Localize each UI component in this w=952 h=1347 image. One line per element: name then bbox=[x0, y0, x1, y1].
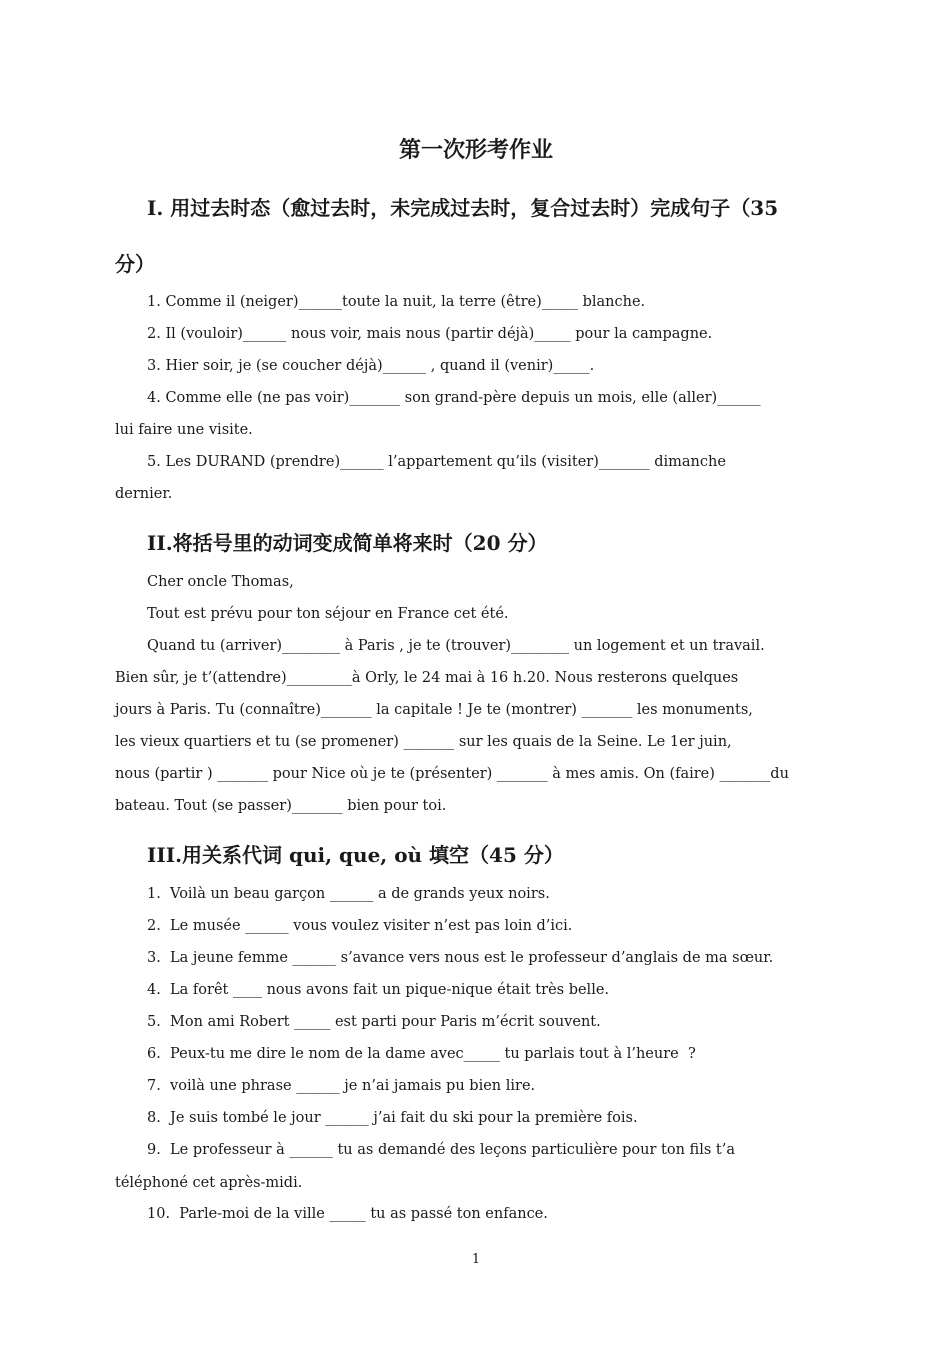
letter-line: Bien sûr, je t’(attendre)_________à Orly, le 24 mai à 16 h.20. Nous resterons quelques bbox=[115, 670, 739, 686]
section1-heading-continued: 分） bbox=[115, 252, 155, 276]
exercise-line: 1. Comme il (neiger)______toute la nuit, la terre (être)_____ blanche. bbox=[147, 294, 646, 310]
exercise-line: 3. Hier soir, je (se coucher déjà)______ , quand il (venir)_____. bbox=[147, 358, 595, 374]
letter-line: jours à Paris. Tu (connaître)_______ la capitale ! Je te (montrer) _______ les monuments, bbox=[115, 702, 753, 718]
exercise-line: lui faire une visite. bbox=[115, 422, 253, 438]
exercise-line: 8. Je suis tombé le jour ______ j’ai fait du ski pour la première fois. bbox=[147, 1110, 638, 1126]
section3-heading: III.用关系代词 qui, que, où 填空（45 分） bbox=[147, 843, 564, 867]
section1-heading: I. 用过去时态（愈过去时，未完成过去时，复合过去时）完成句子（35 bbox=[147, 196, 779, 220]
exercise-line: 1. Voilà un beau garçon ______ a de grands yeux noirs. bbox=[147, 886, 550, 902]
exercise-line: 2. Il (vouloir)______ nous voir, mais nous (partir déjà)_____ pour la campagne. bbox=[147, 326, 713, 342]
page-number: 1 bbox=[471, 1252, 481, 1267]
exercise-line: 4. La forêt ____ nous avons fait un pique-nique était très belle. bbox=[147, 982, 610, 998]
letter-line: les vieux quartiers et tu (se promener) _______ sur les quais de la Seine. Le 1er juin, bbox=[115, 734, 732, 750]
exercise-line: 6. Peux-tu me dire le nom de la dame avec_____ tu parlais tout à l’heure ? bbox=[147, 1046, 696, 1062]
exercise-line: téléphoné cet après-midi. bbox=[115, 1175, 303, 1191]
section2-heading: II.将括号里的动词变成简单将来时（20 分） bbox=[147, 531, 548, 555]
exercise-line: 10. Parle-moi de la ville _____ tu as passé ton enfance. bbox=[147, 1206, 548, 1222]
exercise-line: 5. Mon ami Robert _____ est parti pour Paris m’écrit souvent. bbox=[147, 1014, 601, 1030]
exercise-line: 9. Le professeur à ______ tu as demandé des leçons particulière pour ton fils t’a bbox=[147, 1142, 735, 1158]
exercise-line: 5. Les DURAND (prendre)______ l’appartement qu’ils (visiter)_______ dimanche bbox=[147, 454, 726, 470]
exercise-line: 7. voilà une phrase ______ je n’ai jamais pu bien lire. bbox=[147, 1078, 536, 1094]
exercise-line: 4. Comme elle (ne pas voir)_______ son grand-père depuis un mois, elle (aller)______ bbox=[147, 390, 761, 406]
exercise-line: 2. Le musée ______ vous voulez visiter n’est pas loin d’ici. bbox=[147, 918, 573, 934]
letter-line: Tout est prévu pour ton séjour en France cet été. bbox=[147, 606, 509, 622]
letter-line: Cher oncle Thomas, bbox=[147, 574, 294, 590]
exercise-line: 3. La jeune femme ______ s’avance vers nous est le professeur d’anglais de ma sœur. bbox=[147, 950, 774, 966]
letter-line: bateau. Tout (se passer)_______ bien pour toi. bbox=[115, 798, 447, 814]
letter-line: nous (partir ) _______ pour Nice où je te (présenter) _______ à mes amis. On (faire) _______du bbox=[115, 766, 789, 782]
letter-line: Quand tu (arriver)________ à Paris , je te (trouver)________ un logement et un travail. bbox=[147, 638, 765, 654]
exercise-line: dernier. bbox=[115, 486, 173, 502]
document-title: 第一次形考作业 bbox=[398, 137, 553, 163]
